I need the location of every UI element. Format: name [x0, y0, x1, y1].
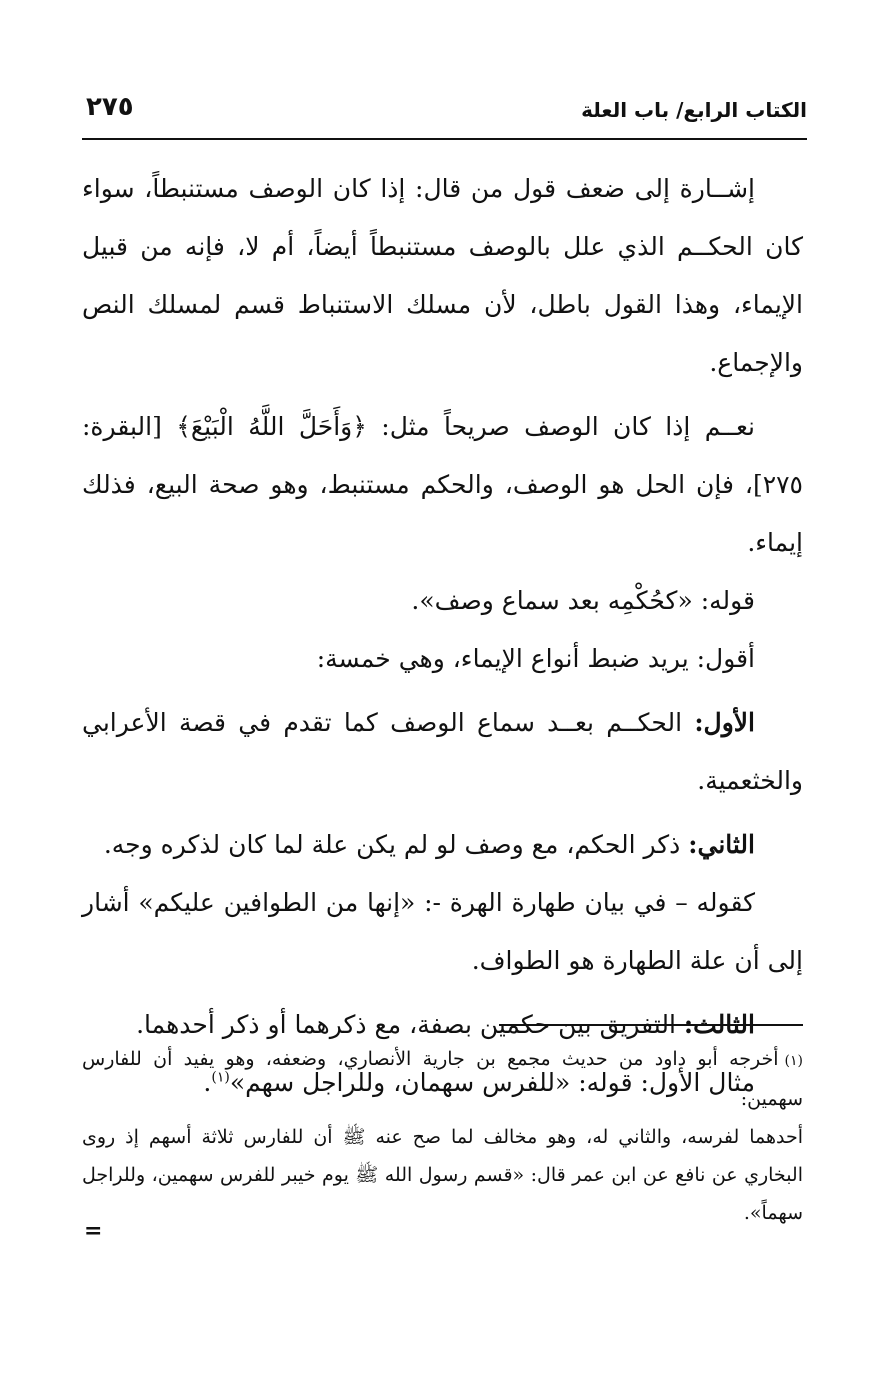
- footnote-1-continued: أحدهما لفرسه، والثاني له، وهو مخالف لما صح عنه ﷺ أن للفارس ثلاثة أسهم إذ روى البخاري عن نافع عن ابن عمر قال: «قسم رسول الله ﷺ يوم خيبر للفرس سهمين، وللراجل سهماً».: [82, 1126, 803, 1224]
- paragraph-text: ذكر الحكم، مع وصف لو لم يكن علة لما كان لذكره وجه.: [103, 830, 689, 859]
- type-label: الأول:: [694, 708, 755, 737]
- paragraph-second-type: [82, 816, 803, 874]
- running-title: الكتاب الرابع/ باب العلة: [581, 98, 807, 122]
- paragraph-first-type: [82, 694, 803, 810]
- paragraph-types-intro: أقول: يريد ضبط أنواع الإيماء، وهي خمسة:: [316, 644, 755, 673]
- footnote-1: [82, 1040, 803, 1118]
- main-text: [82, 160, 803, 1112]
- paragraph-text: مثال الأول: قوله: «للفرس سهمان، وللراجل سهم»: [229, 1068, 755, 1097]
- paragraph-end: .: [203, 1068, 212, 1097]
- type-label: الثاني:: [688, 830, 755, 859]
- continuation-mark: =: [84, 1218, 103, 1244]
- page-header: [82, 92, 807, 140]
- footnote-reference: (١): [211, 1069, 230, 1086]
- paragraph-quran-example: [82, 398, 803, 572]
- type-label: الثالث:: [683, 1010, 755, 1039]
- paragraph-text: نعــم إذا كان الوصف صريحاً مثل:: [366, 412, 756, 441]
- footnote-separator: [499, 1024, 803, 1026]
- footnotes: [82, 1040, 803, 1232]
- footnote-text: أخرجه أبو داود من حديث مجمع بن جارية الأنصاري، وضعفه، وهو يفيد أن للفارس سهمين:: [82, 1048, 803, 1110]
- paragraph-text: الحكــم بعــد سماع الوصف كما تقدم في قصة الأعرابي والخثعمية.: [82, 708, 803, 795]
- paragraph-text: التفريق بين حكمين بصفة، مع ذكرهما أو ذكر أحدهما.: [136, 1010, 684, 1039]
- page-number: ٢٧٥: [86, 92, 134, 122]
- footnote-number: (١): [784, 1053, 803, 1069]
- quran-verse: ﴿وَأَحَلَّ اللَّهُ الْبَيْعَ﴾: [176, 412, 367, 441]
- paragraph-text: [البقرة: ٢٧٥]، فإن الحل هو الوصف، والحكم مستنبط، وهو صحة البيع، فذلك إيماء.: [82, 412, 803, 557]
- paragraph-intro: إشــارة إلى ضعف قول من قال: إذا كان الوصف مستنبطاً، سواء كان الحكــم الذي علل بالوصف مستنبطاً أيضاً، أم لا، فإنه من قبيل الإيماء، وهذا القول باطل، لأن مسلك الاستنباط قسم لمسلك النص والإجماع.: [82, 174, 803, 377]
- paragraph-cat-example: كقوله – في بيان طهارة الهرة -: «إنها من الطوافين عليكم» أشار إلى أن علة الطهارة هو الطواف.: [82, 888, 803, 975]
- paragraph-quote: قوله: «كحُكْمِه بعد سماع وصف».: [411, 586, 755, 615]
